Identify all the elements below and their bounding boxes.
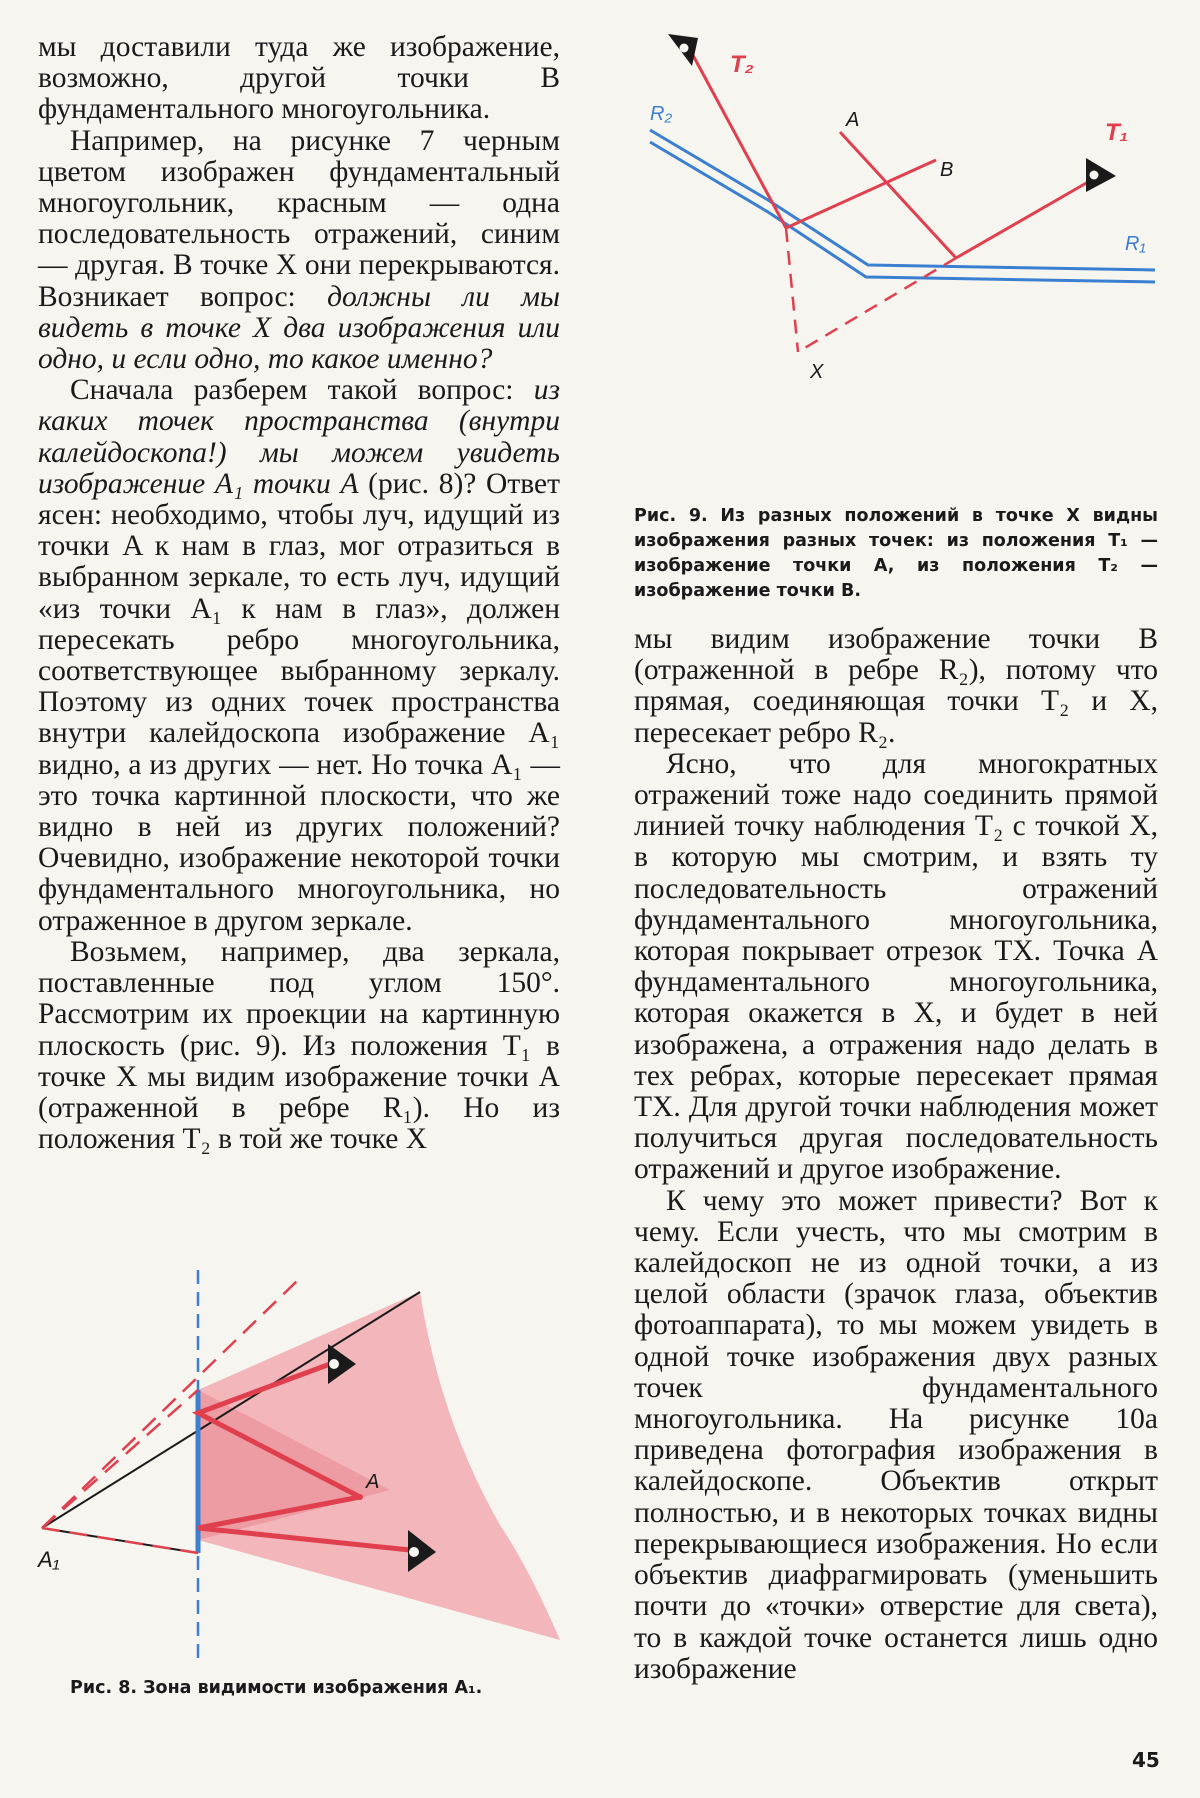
ray-R2-to-B (786, 160, 936, 228)
figure-9-drawing (640, 30, 1180, 440)
left-paragraph-4: Возьмем, например, два зеркала, поставленные под углом 150°. Рассмотрим их проекции на картинную плоскость (рис. 9). Из положения T₁ в точке X мы видим изображение точки A (отраженной в ребре R₁). Но из положения T₂ в той же точке X (38, 935, 560, 1156)
label-A1: A₁ (38, 1547, 60, 1572)
left-paragraph-3 (38, 375, 560, 937)
left-paragraph-2-text: Например, на рисунке 7 черным цветом изображен фундаментальный многоугольник, красным — одна последовательность отражений, синим — другая. В точке X они перекрываются. Возникает вопрос: (38, 124, 560, 313)
label-T1: T₁ (1105, 119, 1129, 146)
figure-9-caption: Рис. 9. Из разных положений в точке X видны изображения разных точек: из положения T₁ — изображение точки A, из положения T₂ — изображение точки B. (634, 506, 1158, 601)
extension-to-X-right (798, 258, 956, 352)
right-column (634, 624, 1158, 1685)
label-X: X (810, 361, 824, 383)
right-paragraph-3: К чему это может привести? Вот к чему. Если учесть, что мы смотрим в калейдоскоп не из одной точки, а из целой области (зрачок глаза, объектив фотоаппарата), то мы можем увидеть в одной точке изображения двух разных точек фундаментального многоугольника. На рисунке 10а приведена фотография изображения в калейдоскопе. Объектив открыт полностью, и в некоторых точках видны перекрывающиеся изображения. Но если объектив диафрагмировать (уменьшить почти до «точки» отверстие для света), то в каждой точке останется лишь одно изображение (634, 1184, 1158, 1685)
label-R2: R₂ (650, 103, 673, 125)
extension-to-X-left (786, 228, 798, 352)
left-paragraph-3-question: из каких точек пространства (внутри калейдоскопа!) мы можем увидеть изображение A₁ точки A (38, 374, 560, 500)
eye-icon-T1 (1086, 158, 1116, 192)
mirror-edge-inner (650, 142, 1155, 282)
left-paragraph-3-answer: (рис. 8)? Ответ ясен: необходимо, чтобы луч, идущий из точки A к нам в глаз, мог отразиться в выбранном зеркале, то есть луч, идущий «из точки A₁ к нам в глаз», должен пересекать ребро многоугольника, соответствующее выбранному зеркалу. Поэтому из одних точек пространства внутри калейдоскопа изображение A₁ видно, а из других — нет. Но точка A₁ — это точка картинной плоскости, что же видно в ней из других положений? Очевидно, изображение некоторой точки фундаментального многоугольника, но отраженное в другом зеркале. (38, 467, 560, 937)
label-R1: R₁ (1125, 233, 1146, 255)
left-paragraph-1: мы доставили туда же изображение, возможно, другой точки B фундаментального многоугольника. (38, 31, 560, 126)
label-A: A (846, 109, 860, 131)
label-T2: T₂ (730, 51, 754, 78)
sight-ray-middle (42, 1390, 198, 1528)
page-number: 45 (1132, 1748, 1160, 1772)
ray-R1-to-T1 (956, 178, 1095, 258)
point-A-marker (357, 1494, 363, 1500)
right-paragraph-2: Ясно, что для многократных отражений тоже надо соединить прямой линией точку наблюдения T₂ с точкой X, в которую мы смотрим, и взять ту последовательность отражений фундаментального многоугольника, которая покрывает отрезок TX. Точка A фундаментального многоугольника, которая окажется в X, и будет в ней изображена, а отражения надо делать в тех ребрах, которые пересекает прямая TX. Для другой точки наблюдения может получиться другая последовательность отражений и другое изображение. (634, 747, 1158, 1186)
figure-8-caption: Рис. 8. Зона видимости изображения A₁. (70, 1678, 483, 1698)
left-paragraph-3-lead: Сначала разберем такой вопрос: (70, 374, 534, 407)
figure-8 (30, 1270, 570, 1670)
label-A: A (366, 1471, 380, 1493)
figure-8-drawing (30, 1270, 570, 1670)
left-paragraph-2-question: должны ли мы видеть в точке X два изображения или одно, и если одно, то какое именно? (38, 280, 560, 376)
figure-9 (640, 30, 1180, 440)
eye-icon-T2 (668, 34, 698, 66)
label-B: B (940, 159, 954, 181)
left-paragraph-2 (38, 126, 560, 376)
right-paragraph-1: мы видим изображение точки B (отраженной в ребре R₂), потому что прямая, соединяющая точки T₂ и X, пересекает ребро R₂. (634, 623, 1158, 749)
left-column (38, 32, 560, 1155)
